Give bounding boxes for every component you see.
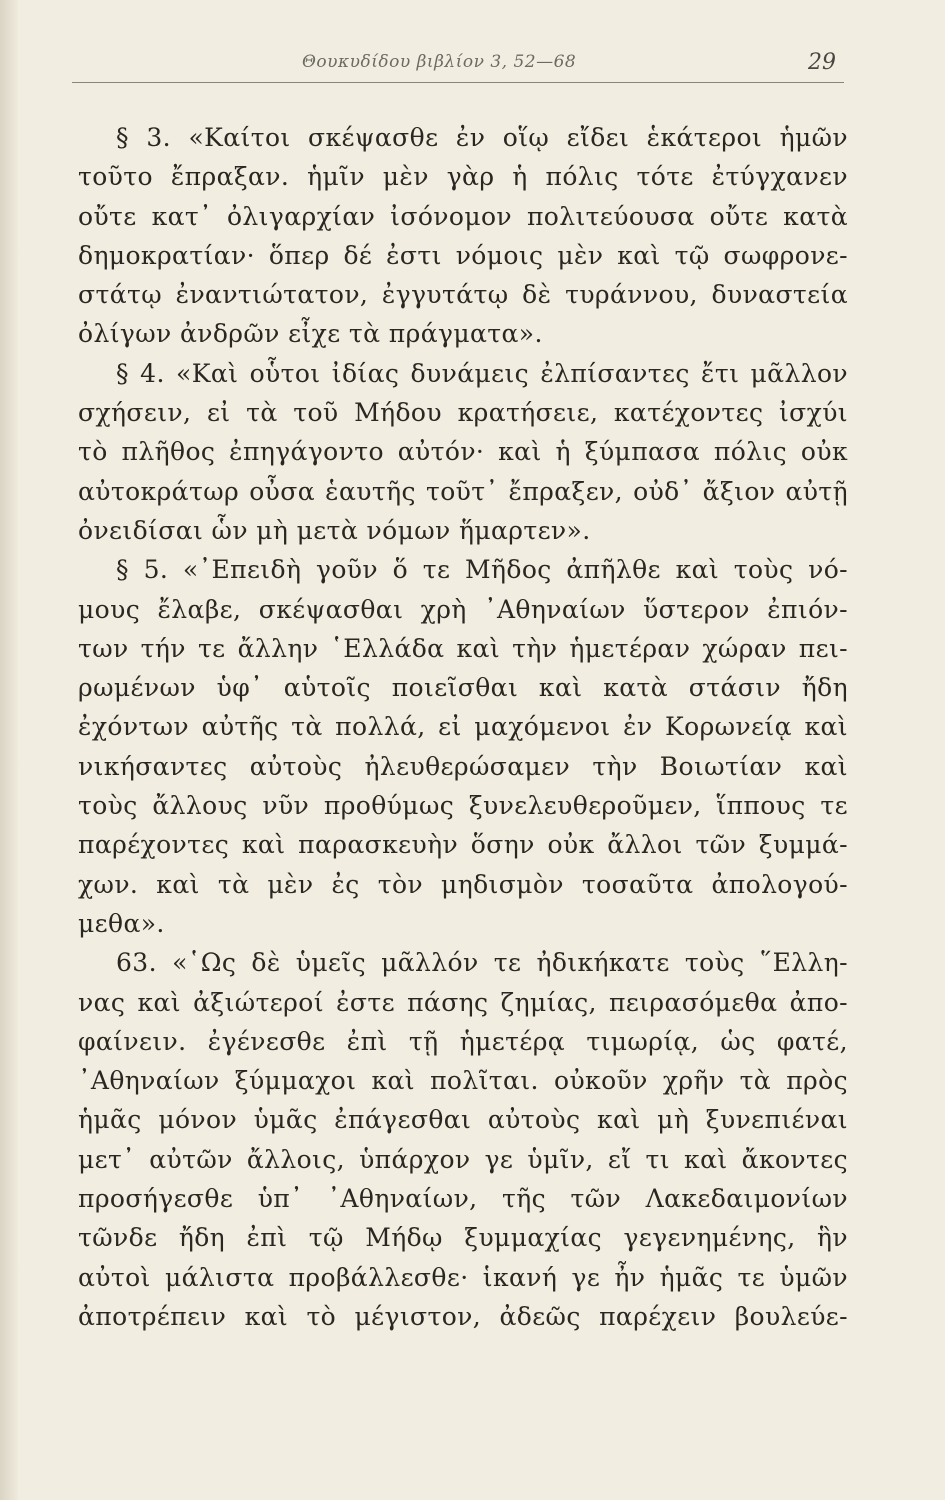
- text-line: § 4. «Καὶ οὗτοι ἰδίας δυνάμεις ἐλπίσαντες ἔτι μᾶλλον: [116, 358, 848, 388]
- text-line: ἐχόντων αὐτῆς τὰ πολλά, εἰ μαχόμενοι ἐν Κορωνείᾳ καὶ: [78, 712, 848, 742]
- text-line: τοὺς ἄλλους νῦν προθύμως ξυνελευθεροῦμεν, ἵππους τε: [78, 791, 848, 821]
- text-line: μετ᾽ αὐτῶν ἄλλοις, ὑπάρχον γε ὑμῖν, εἴ τι καὶ ἄκοντες: [78, 1144, 848, 1174]
- text-line: νικήσαντες αὐτοὺς ἠλευθερώσαμεν τὴν Βοιωτίαν καὶ: [78, 751, 848, 781]
- text-line: ρωμένων ὑφ᾽ αὑτοῖς ποιεῖσθαι καὶ κατὰ στάσιν ἤδη: [78, 673, 848, 703]
- text-line: αὐτοκράτωρ οὖσα ἑαυτῆς τοῦτ᾽ ἔπραξεν, οὐδ᾽ ἄξιον αὐτῇ: [78, 476, 848, 506]
- text-line: τῶνδε ἤδη ἐπὶ τῷ Μήδῳ ξυμμαχίας γεγενημένης, ἣν: [78, 1223, 848, 1253]
- text-line: προσήγεσθε ὑπ᾽ ᾽Αθηναίων, τῆς τῶν Λακεδαιμονίων: [78, 1184, 848, 1214]
- text-line: χων. καὶ τὰ μὲν ἐς τὸν μηδισμὸν τοσαῦτα ἀπολογού-: [78, 869, 848, 899]
- text-line: ἡμᾶς μόνον ὑμᾶς ἐπάγεσθαι αὐτοὺς καὶ μὴ ξυνεπιέναι: [78, 1105, 848, 1135]
- text-line: οὔτε κατ᾽ ὀλιγαρχίαν ἰσόνομον πολιτεύουσα οὔτε κατὰ: [78, 201, 848, 231]
- text-line: στάτῳ ἐναντιώτατον, ἐγγυτάτῳ δὲ τυράννου, δυναστεία: [78, 280, 848, 310]
- text-line: τοῦτο ἔπραξαν. ἡμῖν μὲν γὰρ ἡ πόλις τότε ἐτύγχανεν: [78, 162, 848, 192]
- text-line: των τήν τε ἄλλην ῾Ελλάδα καὶ τὴν ἡμετέραν χώραν πει-: [78, 633, 848, 663]
- text-line: μους ἔλαβε, σκέψασθαι χρὴ ᾽Αθηναίων ὕστερον ἐπιόν-: [78, 594, 848, 624]
- page-edge: [0, 0, 18, 1500]
- running-title: Θουκυδίδου βιβλίον 3, 52—68: [302, 52, 577, 72]
- text-line: σχήσειν, εἰ τὰ τοῦ Μήδου κρατήσειε, κατέχοντες ἰσχύι: [78, 398, 848, 428]
- page-number: 29: [808, 50, 836, 75]
- text-line: μεθα».: [78, 908, 165, 938]
- page-header: [72, 50, 844, 86]
- text-line: 63. «῾Ως δὲ ὑμεῖς μᾶλλόν τε ἠδικήκατε τοὺς ῞Ελλη-: [116, 948, 848, 978]
- text-line: ὀλίγων ἀνδρῶν εἶχε τὰ πράγματα».: [78, 319, 543, 349]
- text-line: δημοκρατίαν· ὅπερ δέ ἐστι νόμοις μὲν καὶ τῷ σωφρονε-: [78, 240, 848, 270]
- text-line: φαίνειν. ἐγένεσθε ἐπὶ τῇ ἡμετέρᾳ τιμωρίᾳ, ὡς φατέ,: [78, 1026, 848, 1056]
- text-line: § 3. «Καίτοι σκέψασθε ἐν οἵῳ εἴδει ἑκάτεροι ἡμῶν: [116, 123, 848, 152]
- text-line: τὸ πλῆθος ἐπηγάγοντο αὐτόν· καὶ ἡ ξύμπασα πόλις οὐκ: [78, 437, 848, 467]
- text-line: ὀνειδίσαι ὧν μὴ μετὰ νόμων ἥμαρτεν».: [78, 515, 591, 545]
- text-line: ἀποτρέπειν καὶ τὸ μέγιστον, ἀδεῶς παρέχειν βουλεύε-: [78, 1301, 848, 1331]
- text-line: αὐτοὶ μάλιστα προβάλλεσθε· ἱκανή γε ἦν ἡμᾶς τε ὑμῶν: [78, 1262, 848, 1292]
- body-text: [78, 118, 848, 1336]
- text-line: νας καὶ ἀξιώτεροί ἐστε πάσης ζημίας, πειρασόμεθα ἀπο-: [78, 987, 848, 1017]
- text-line: παρέχοντες καὶ παρασκευὴν ὅσην οὐκ ἄλλοι τῶν ξυμμά-: [78, 830, 848, 860]
- text-line: § 5. «᾽Επειδὴ γοῦν ὅ τε Μῆδος ἀπῆλθε καὶ τοὺς νό-: [116, 555, 848, 585]
- header-rule: [72, 82, 844, 83]
- text-line: ᾽Αθηναίων ξύμμαχοι καὶ πολῖται. οὐκοῦν χρῆν τὰ πρὸς: [78, 1066, 848, 1096]
